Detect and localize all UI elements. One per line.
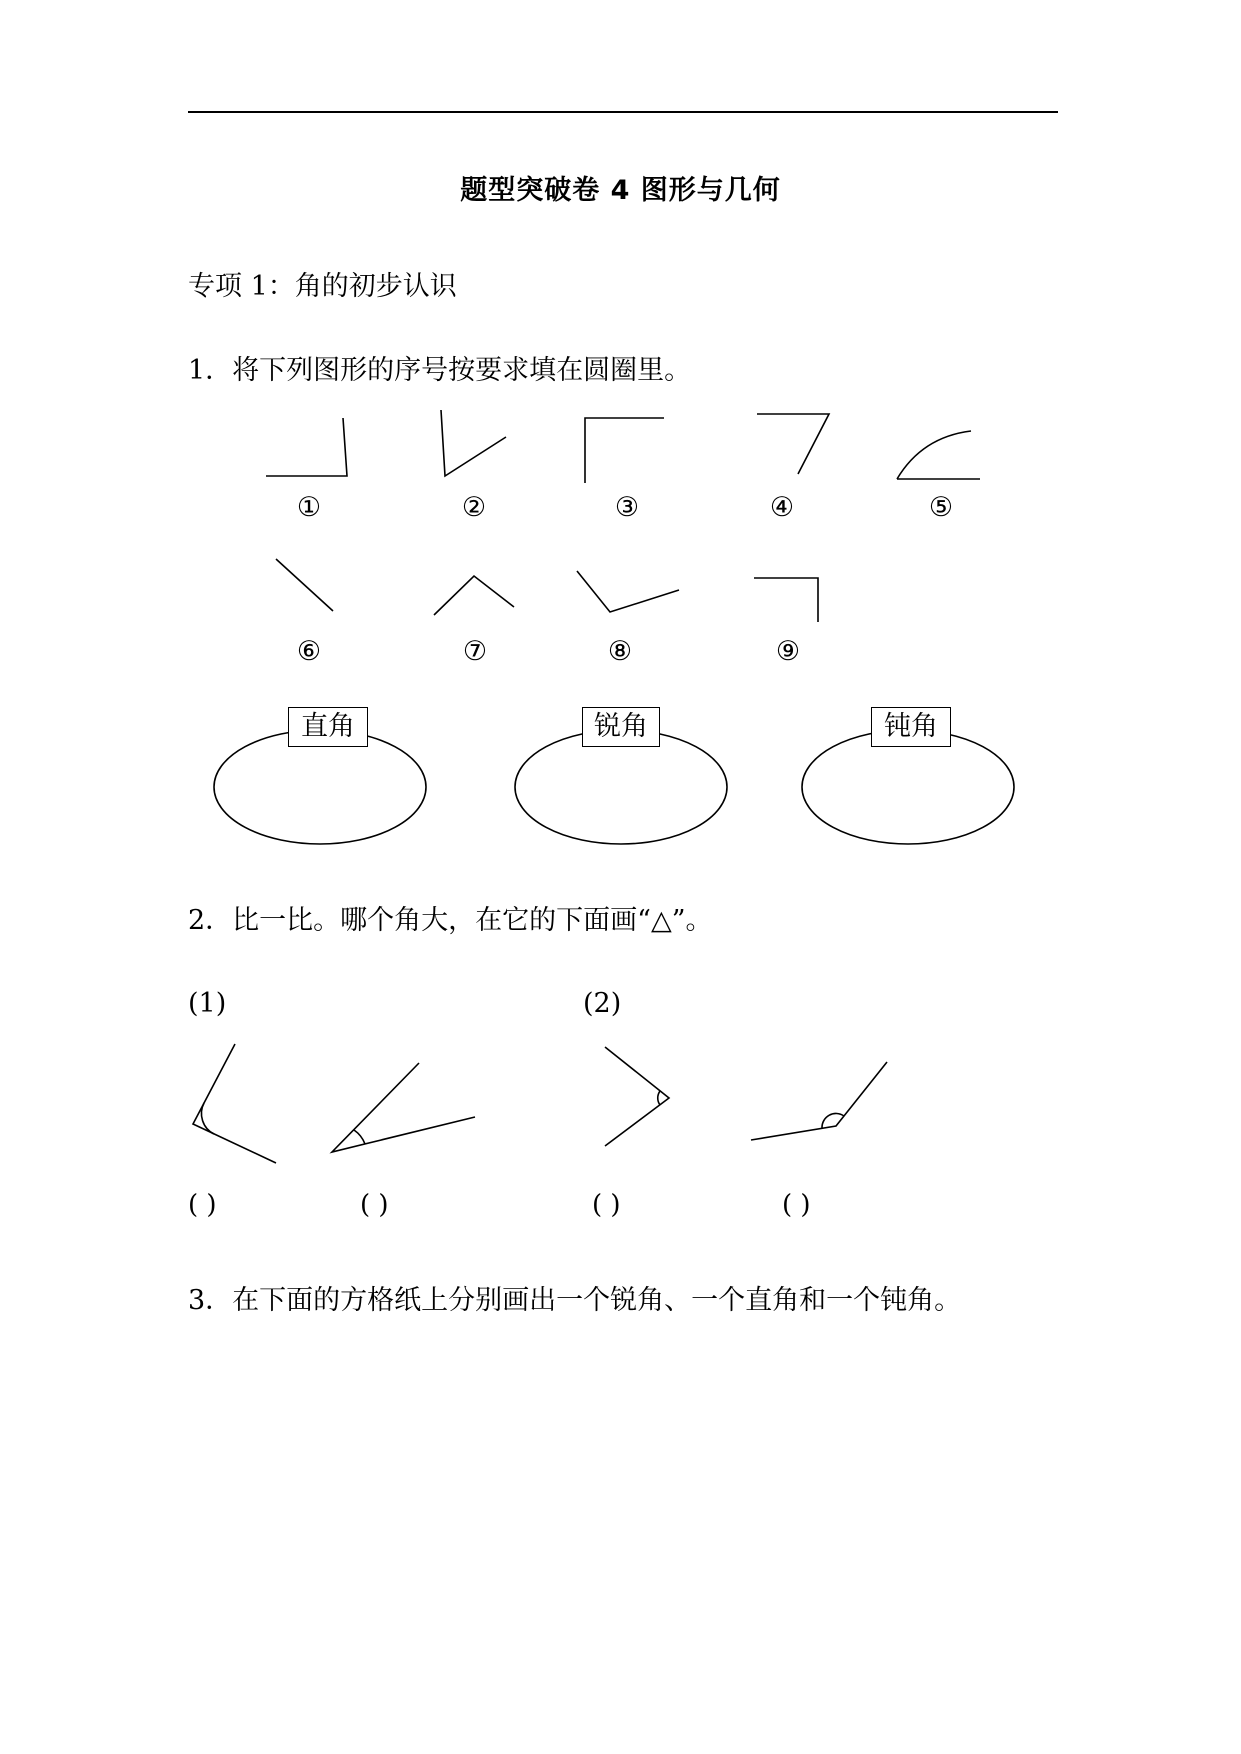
figure-4-label: ④ <box>769 492 795 523</box>
figure-5-curve <box>897 431 971 479</box>
figure-3-right-angle <box>585 418 664 483</box>
figure-7-label: ⑦ <box>462 636 488 667</box>
oval-obtuse-angle <box>802 730 1014 844</box>
q2-1-angle-a <box>193 1044 276 1163</box>
q2-part-1-label: (1) <box>188 988 227 1019</box>
figure-3-label: ③ <box>614 492 640 523</box>
category-acute-angle: 锐角 <box>582 707 660 747</box>
figure-8-label: ⑧ <box>607 636 633 667</box>
figure-8-obtuse-angle <box>577 571 679 612</box>
q2-1-angle-b-arc <box>354 1130 365 1144</box>
q2-2-angle-a-arc <box>658 1091 660 1105</box>
figure-1-label: ① <box>296 492 322 523</box>
category-right-angle: 直角 <box>288 707 368 747</box>
figure-2-label: ② <box>461 492 487 523</box>
page-title: 题型突破卷 4 图形与几何 <box>460 175 781 206</box>
figure-1-right-angle <box>266 418 347 476</box>
q2-1-answer-b[interactable]: ( ) <box>360 1190 389 1220</box>
question-3-prompt: 3．在下面的方格纸上分别画出一个锐角、一个直角和一个钝角。 <box>188 1285 962 1316</box>
q2-2-angle-b <box>751 1062 887 1140</box>
figure-6-segment <box>276 559 333 611</box>
figure-9-label: ⑨ <box>775 636 801 667</box>
figure-4-acute-angle <box>757 414 829 474</box>
question-2-prompt: 2．比一比。哪个角大，在它的下面画“△”。 <box>188 905 713 936</box>
figure-2-acute-angle <box>441 410 506 476</box>
oval-right-angle <box>214 730 426 844</box>
q2-1-answer-a[interactable]: ( ) <box>188 1190 217 1220</box>
figure-7-obtuse-angle <box>434 576 514 615</box>
figure-5-label: ⑤ <box>928 492 954 523</box>
oval-acute-angle <box>515 730 727 844</box>
section-heading: 专项 1：角的初步认识 <box>188 271 457 302</box>
figure-9-right-angle <box>754 578 818 622</box>
q2-1-angle-b <box>332 1063 475 1152</box>
category-obtuse-angle: 钝角 <box>871 707 951 747</box>
q2-2-answer-a[interactable]: ( ) <box>592 1190 621 1220</box>
q2-part-2-label: (2) <box>583 988 622 1019</box>
q2-2-angle-a <box>605 1047 669 1146</box>
question-1-prompt: 1．将下列图形的序号按要求填在圆圈里。 <box>188 355 692 386</box>
figure-6-label: ⑥ <box>296 636 322 667</box>
q2-2-answer-b[interactable]: ( ) <box>782 1190 811 1220</box>
